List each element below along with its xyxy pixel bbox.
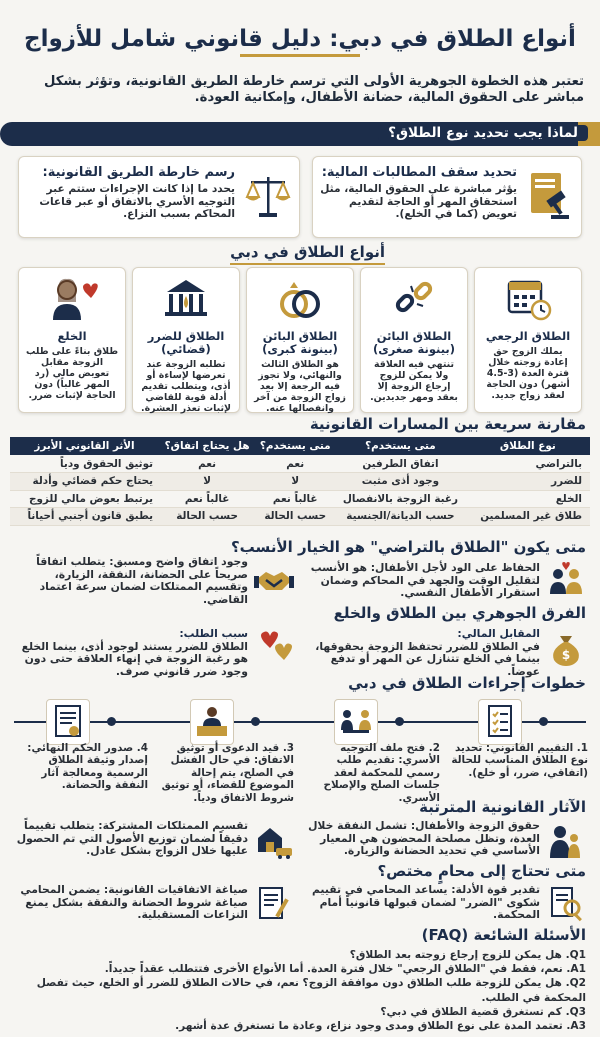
consensual-right-text: الحفاظ على الود لأجل الأطفال: هو الأنسب لتقليل الوقت والجهد في المحاكم وضمان استقرار الأطفال النفسي. bbox=[310, 561, 540, 600]
type-card-harm bbox=[132, 267, 240, 413]
effects-heading: الآثار القانونية المترتبة bbox=[419, 798, 586, 816]
gavel-icon bbox=[525, 169, 573, 221]
difference-heading: الفرق الجوهري بين الطلاق والخلع bbox=[333, 604, 586, 622]
timeline-dot bbox=[251, 717, 260, 726]
table-cell: نعم bbox=[159, 455, 255, 473]
faq-item: Q2. هل يمكن للزوجة طلب الطلاق دون موافقة الزوج؟ نعم، في حالات الطلاق للضرر أو الخلع، حيث تفصل المحكمة في الطلب. bbox=[36, 977, 586, 1004]
why-banner bbox=[0, 122, 600, 146]
calendar-icon bbox=[501, 274, 555, 324]
table-header: هل يحتاج اتفاق؟ bbox=[159, 437, 255, 455]
table-cell: طلاق غير المسلمين bbox=[466, 508, 590, 526]
type-card-minor-text: تنتهي فيه العلاقة ولا يمكن للزوج إرجاع الزوجة إلا بعقد ومهر جديدين. bbox=[370, 359, 458, 403]
table-row bbox=[10, 473, 590, 491]
type-card-khula bbox=[18, 267, 126, 413]
scales-icon bbox=[243, 171, 293, 221]
why-card-roadmap-title: رسم خارطة الطريق القانونية: bbox=[42, 165, 235, 180]
table-cell: يحتاج حكم قضائي وأدلة bbox=[10, 473, 159, 491]
handshake-icon bbox=[254, 562, 294, 600]
lawyer-left-text: صياغة الاتفاقيات القانونية: يضمن المحامي صياغة شروط الحضانة والنفقة بشكل يمنع النزاعات المستقبلية. bbox=[20, 883, 248, 922]
step-3-judge-icon bbox=[190, 699, 234, 745]
table-header: الأثر القانوني الأبرز bbox=[10, 437, 159, 455]
effects-left-text: تقسيم الممتلكات المشتركة: يتطلب تقييماً دقيقاً لضمان توزيع الأصول التي تم الحصول عليها خلال الزواج بشكل عادل. bbox=[16, 819, 248, 858]
type-card-major bbox=[246, 267, 354, 413]
table-cell: حسب الحالة bbox=[159, 508, 255, 526]
type-card-minor-title: الطلاق البائن (بينونة صغرى) bbox=[372, 329, 456, 356]
step-2-text: 2. فتح ملف التوجيه الأسري: تقديم طلب رسمي للمحكمة لعقد جلسات الصلح والإصلاح الأسري. bbox=[323, 742, 440, 804]
table-cell: لا bbox=[159, 473, 255, 491]
money-bag-icon bbox=[546, 628, 586, 666]
type-card-khula-title: الخلع bbox=[57, 329, 87, 343]
step-1-text: 1. التقييم القانوني: تحديد نوع الطلاق المناسب للحالة (اتفاقي، ضرر، أو خلع). bbox=[451, 742, 588, 779]
why-card-financial bbox=[312, 156, 582, 238]
difference-left-title: سبب الطلب: bbox=[179, 627, 248, 640]
timeline-dot bbox=[395, 717, 404, 726]
contract-pen-icon bbox=[254, 884, 294, 922]
why-heading: لماذا يجب تحديد نوع الطلاق؟ bbox=[378, 125, 588, 141]
house-car-icon bbox=[254, 822, 294, 860]
faq-item: A1. نعم، فقط في "الطلاق الرجعي" خلال فترة العدة. أما الأنواع الأخرى فتتطلب عقداً جديداً. bbox=[104, 963, 586, 976]
step-4-document-icon bbox=[46, 699, 90, 745]
comparison-heading: مقارنة سريعة بين المسارات القانونية bbox=[309, 415, 586, 433]
hearts-icon bbox=[254, 628, 294, 666]
page-title bbox=[0, 0, 600, 60]
table-row bbox=[10, 455, 590, 473]
difference-left bbox=[12, 628, 248, 678]
courthouse-icon bbox=[159, 274, 213, 324]
difference-right bbox=[308, 628, 540, 678]
type-card-revocable-text: يملك الزوج حق إعادة زوجته خلال فترة العدة (3-4.5 أشهر) دون الحاجة لعقد زواج جديد. bbox=[486, 346, 570, 401]
magnifier-document-icon bbox=[546, 884, 586, 922]
table-cell: نعم bbox=[255, 455, 335, 473]
type-card-major-text: هو الطلاق الثالث والنهائي، ولا تجوز فيه الرجعة إلا بعد زواج الزوجة من آخر وانفصالها عنه. bbox=[254, 359, 346, 414]
consensual-left-text: وجود اتفاق واضح ومسبق: يتطلب اتفاقاً صريحاً على الحضانة، النفقة، الزيارة، وتقسيم الممتلكات لضمان سرعة اعتماد القاضي. bbox=[36, 555, 248, 606]
faq-heading: الأسئلة الشائعة (FAQ) bbox=[421, 926, 586, 944]
table-cell: بالتراضي bbox=[466, 455, 590, 473]
why-card-roadmap bbox=[18, 156, 300, 238]
step-4-text: 4. صدور الحكم النهائي: إصدار وثيقة الطلاق الرسمية ومعالجة آثار النفقة والحضانة. bbox=[27, 742, 148, 792]
why-card-financial-text: يؤثر مباشرة على الحقوق المالية، مثل استحقاق المهر أو الحاجة لتقديم تعويض (كما في الخلع). bbox=[320, 183, 517, 220]
svg-text:$: $ bbox=[561, 648, 571, 662]
types-heading: أنواع الطلاق في دبي bbox=[230, 243, 385, 265]
woman-broken-heart-icon bbox=[45, 274, 99, 324]
timeline-dot bbox=[107, 717, 116, 726]
faq-item: Q3. كم تستغرق قضية الطلاق في دبي؟ bbox=[380, 1005, 586, 1018]
table-cell: لا bbox=[255, 473, 335, 491]
table-cell: توثيق الحقوق ودياً bbox=[10, 455, 159, 473]
faq-item: Q1. هل يمكن للزوج إرجاع زوجته بعد الطلاق؟ bbox=[349, 949, 586, 961]
type-card-khula-text: طلاق بناءً على طلب الزوجة مقابل تعويض مالي (رد المهر غالباً) دون الحاجة لإثبات ضرر. bbox=[25, 346, 119, 401]
consensual-heading: متى يكون "الطلاق بالتراضي" هو الخيار الأنسب؟ bbox=[230, 538, 586, 556]
difference-right-text: في الطلاق للضرر تحتفظ الزوجة بحقوقها، بينما في الخلع تتنازل عن المهر أو تدفع عوضاً. bbox=[315, 639, 540, 678]
effects-right-text: حقوق الزوجة والأطفال: تشمل النفقة خلال العدة، وتظل مصلحة المحضون هي المعيار الأساسي في تحديد الحضانة والزيارة. bbox=[308, 819, 540, 858]
broken-chain-icon bbox=[387, 274, 441, 324]
type-card-harm-text: تطلبه الزوجة عند تعرضها لإساءة أو أذى، ويتطلب تقديم أدلة قوية للقاضي لإثبات تعذر العشرة. bbox=[141, 359, 231, 414]
step-3-text: 3. قيد الدعوى أو توثيق الاتفاق: في حال الفشل في الصلح، يتم إحالة الموضوع للقضاء، أو توثيق شروط الاتفاق ودياً. bbox=[161, 742, 294, 804]
difference-right-title: المقابل المالي: bbox=[457, 627, 540, 640]
type-card-revocable-title: الطلاق الرجعي bbox=[485, 329, 571, 343]
table-row bbox=[10, 490, 590, 508]
why-card-roadmap-text: يحدد ما إذا كانت الإجراءات ستتم عبر التوجيه الأسري بالاتفاق أو عبر قاعات المحاكم بسبب النزاع. bbox=[39, 183, 235, 220]
table-header: متى يستخدم؟ bbox=[335, 437, 465, 455]
table-cell: رغبة الزوجة بالانفصال bbox=[335, 490, 465, 508]
page-title-text: أنواع الطلاق في دبي: دليل قانوني شامل للأزواج bbox=[24, 26, 576, 52]
family-heart-icon bbox=[546, 562, 586, 600]
difference-left-text: الطلاق للضرر يستند لوجود أذى، بينما الخلع هو رغبة الزوجة في إنهاء العلاقة حتى دون وجود ضرر قانوني صرف. bbox=[21, 639, 248, 678]
type-card-harm-title: الطلاق للضرر (قضائي) bbox=[147, 329, 225, 356]
type-card-major-title: الطلاق البائن (بينونة كبرى) bbox=[262, 329, 338, 356]
table-cell: غالباً نعم bbox=[255, 490, 335, 508]
table-cell: يطبق قانون أجنبي أحياناً bbox=[10, 508, 159, 526]
table-cell: وجود أذى مثبت bbox=[335, 473, 465, 491]
type-card-revocable bbox=[474, 267, 582, 413]
table-cell: حسب الحالة bbox=[255, 508, 335, 526]
table-header: متى يستخدم؟ bbox=[255, 437, 335, 455]
table-header: نوع الطلاق bbox=[466, 437, 590, 455]
type-card-minor bbox=[360, 267, 468, 413]
table-cell: غالباً نعم bbox=[159, 490, 255, 508]
lawyer-heading: متى تحتاج إلى محامٍ مختص؟ bbox=[377, 862, 586, 880]
step-2-meeting-icon bbox=[334, 699, 378, 745]
faq-list bbox=[14, 948, 586, 1033]
rings-icon bbox=[273, 274, 327, 324]
table-header-row bbox=[10, 437, 590, 455]
comparison-table bbox=[10, 437, 590, 526]
table-cell: الخلع bbox=[466, 490, 590, 508]
intro-paragraph: تعتبر هذه الخطوة الجوهرية الأولى التي ترسم خارطة الطريق القانونية، وتؤثر بشكل مباشر على الحقوق المالية، حضانة الأطفال، وإمكانية العودة. bbox=[43, 74, 584, 105]
table-cell: للضرر bbox=[466, 473, 590, 491]
faq-item: A3. تعتمد المدة على نوع الطلاق ومدى وجود نزاع، وعادة ما تستغرق عدة أشهر. bbox=[175, 1020, 586, 1033]
why-card-financial-title: تحديد سقف المطالبات المالية: bbox=[321, 165, 517, 180]
steps-heading: خطوات إجراءات الطلاق في دبي bbox=[348, 674, 586, 692]
table-cell: حسب الديانة/الجنسية bbox=[335, 508, 465, 526]
step-1-checklist-icon bbox=[478, 699, 522, 745]
table-cell: اتفاق الطرفين bbox=[335, 455, 465, 473]
table-row bbox=[10, 508, 590, 526]
timeline-dot bbox=[539, 717, 548, 726]
lawyer-right-text: تقدير قوة الأدلة: يساعد المحامي في تقييم شكوى "الضرر" لضمان قبولها قانونياً أمام المحكمة. bbox=[311, 883, 540, 922]
table-cell: يرتبط بعوض مالي للزوج bbox=[10, 490, 159, 508]
title-underline bbox=[240, 54, 360, 57]
parent-child-icon bbox=[546, 822, 586, 860]
